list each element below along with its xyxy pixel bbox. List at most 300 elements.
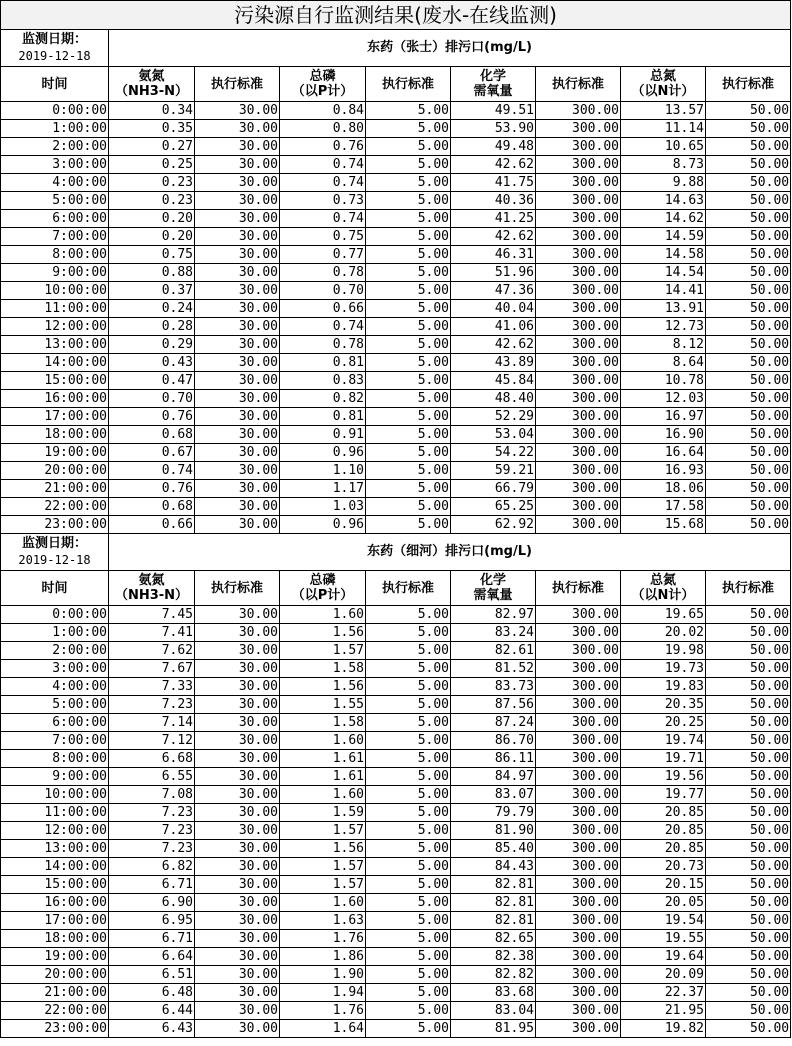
table-cell: 0.83 bbox=[280, 372, 366, 390]
table-cell: 5.00 bbox=[366, 426, 451, 444]
table-cell: 300.00 bbox=[536, 786, 621, 804]
column-header bbox=[280, 67, 366, 102]
table-cell: 0.84 bbox=[280, 102, 366, 120]
table-cell: 30.00 bbox=[195, 876, 280, 894]
table-cell: 0.24 bbox=[109, 300, 195, 318]
column-header-line1: 执行标准 bbox=[210, 76, 263, 92]
table-cell: 16:00:00 bbox=[1, 894, 109, 912]
table-cell: 30.00 bbox=[195, 732, 280, 750]
table-cell: 81.90 bbox=[451, 822, 536, 840]
table-cell: 30.00 bbox=[195, 822, 280, 840]
table-cell: 0.81 bbox=[280, 408, 366, 426]
date-value: 2019-12-18 bbox=[18, 553, 91, 567]
table-cell: 50.00 bbox=[706, 984, 791, 1002]
table-cell: 82.81 bbox=[451, 876, 536, 894]
table-cell: 45.84 bbox=[451, 372, 536, 390]
table-cell: 50.00 bbox=[706, 696, 791, 714]
section-header-row bbox=[1, 30, 791, 67]
table-cell: 81.95 bbox=[451, 1020, 536, 1038]
table-cell: 5.00 bbox=[366, 1020, 451, 1038]
table-cell: 5.00 bbox=[366, 858, 451, 876]
table-cell: 5.00 bbox=[366, 336, 451, 354]
table-cell: 50.00 bbox=[706, 606, 791, 624]
column-header-line1: 执行标准 bbox=[722, 580, 775, 596]
table-cell: 50.00 bbox=[706, 714, 791, 732]
column-header-line1: 化学 bbox=[479, 573, 506, 588]
outlet-name: 东药（细河）排污口(mg/L) bbox=[109, 534, 791, 571]
table-cell: 300.00 bbox=[536, 246, 621, 264]
table-cell: 10:00:00 bbox=[1, 786, 109, 804]
column-header-line2: （以N计） bbox=[631, 84, 695, 99]
table-cell: 7.14 bbox=[109, 714, 195, 732]
table-row bbox=[1, 210, 791, 228]
table-cell: 54.22 bbox=[451, 444, 536, 462]
table-cell: 42.62 bbox=[451, 156, 536, 174]
table-cell: 0.35 bbox=[109, 120, 195, 138]
table-cell: 300.00 bbox=[536, 462, 621, 480]
table-cell: 1:00:00 bbox=[1, 120, 109, 138]
table-cell: 0.76 bbox=[280, 138, 366, 156]
table-cell: 1.76 bbox=[280, 1002, 366, 1020]
table-cell: 1:00:00 bbox=[1, 624, 109, 642]
table-cell: 30.00 bbox=[195, 426, 280, 444]
table-cell: 1.60 bbox=[280, 732, 366, 750]
table-cell: 20.85 bbox=[621, 804, 706, 822]
table-cell: 50.00 bbox=[706, 228, 791, 246]
table-cell: 0.77 bbox=[280, 246, 366, 264]
table-cell: 50.00 bbox=[706, 930, 791, 948]
table-cell: 300.00 bbox=[536, 930, 621, 948]
table-cell: 50.00 bbox=[706, 462, 791, 480]
table-cell: 5:00:00 bbox=[1, 192, 109, 210]
table-cell: 300.00 bbox=[536, 336, 621, 354]
table-cell: 5.00 bbox=[366, 210, 451, 228]
table-cell: 13.57 bbox=[621, 102, 706, 120]
table-cell: 1.76 bbox=[280, 930, 366, 948]
table-cell: 5.00 bbox=[366, 516, 451, 534]
table-cell: 300.00 bbox=[536, 876, 621, 894]
table-cell: 8.73 bbox=[621, 156, 706, 174]
table-cell: 82.81 bbox=[451, 894, 536, 912]
table-cell: 300.00 bbox=[536, 444, 621, 462]
table-cell: 0.74 bbox=[280, 174, 366, 192]
table-cell: 50.00 bbox=[706, 948, 791, 966]
table-cell: 5:00:00 bbox=[1, 696, 109, 714]
table-cell: 0.47 bbox=[109, 372, 195, 390]
table-cell: 50.00 bbox=[706, 372, 791, 390]
table-cell: 1.17 bbox=[280, 480, 366, 498]
table-cell: 300.00 bbox=[536, 1002, 621, 1020]
table-cell: 30.00 bbox=[195, 894, 280, 912]
table-cell: 19.77 bbox=[621, 786, 706, 804]
table-row bbox=[1, 120, 791, 138]
table-cell: 5.00 bbox=[366, 966, 451, 984]
table-cell: 30.00 bbox=[195, 912, 280, 930]
table-cell: 9:00:00 bbox=[1, 768, 109, 786]
table-cell: 30.00 bbox=[195, 1020, 280, 1038]
table-cell: 1.58 bbox=[280, 714, 366, 732]
column-header-line1: 执行标准 bbox=[722, 76, 775, 92]
table-cell: 8.12 bbox=[621, 336, 706, 354]
table-cell: 300.00 bbox=[536, 714, 621, 732]
table-cell: 17.58 bbox=[621, 498, 706, 516]
table-cell: 17:00:00 bbox=[1, 408, 109, 426]
table-cell: 300.00 bbox=[536, 318, 621, 336]
table-cell: 1.58 bbox=[280, 660, 366, 678]
table-cell: 50.00 bbox=[706, 804, 791, 822]
table-cell: 5.00 bbox=[366, 444, 451, 462]
table-cell: 300.00 bbox=[536, 372, 621, 390]
report-title: 污染源自行监测结果(废水-在线监测) bbox=[1, 1, 791, 30]
table-cell: 8.64 bbox=[621, 354, 706, 372]
table-cell: 5.00 bbox=[366, 102, 451, 120]
table-cell: 300.00 bbox=[536, 480, 621, 498]
column-header-line1: 总磷 bbox=[309, 573, 336, 588]
table-cell: 14.62 bbox=[621, 210, 706, 228]
table-cell: 5.00 bbox=[366, 120, 451, 138]
table-cell: 0.23 bbox=[109, 192, 195, 210]
table-cell: 1.90 bbox=[280, 966, 366, 984]
table-cell: 15:00:00 bbox=[1, 372, 109, 390]
column-header bbox=[706, 571, 791, 606]
table-cell: 20:00:00 bbox=[1, 966, 109, 984]
table-row bbox=[1, 678, 791, 696]
column-header-line2: （NH3-N） bbox=[114, 84, 189, 99]
table-cell: 40.04 bbox=[451, 300, 536, 318]
table-cell: 20.02 bbox=[621, 624, 706, 642]
table-cell: 6.51 bbox=[109, 966, 195, 984]
table-cell: 300.00 bbox=[536, 138, 621, 156]
table-cell: 62.92 bbox=[451, 516, 536, 534]
table-cell: 5.00 bbox=[366, 192, 451, 210]
table-cell: 6:00:00 bbox=[1, 714, 109, 732]
table-row bbox=[1, 660, 791, 678]
table-cell: 30.00 bbox=[195, 696, 280, 714]
table-cell: 83.07 bbox=[451, 786, 536, 804]
table-cell: 12.03 bbox=[621, 390, 706, 408]
column-header bbox=[451, 571, 536, 606]
table-row bbox=[1, 930, 791, 948]
table-row bbox=[1, 606, 791, 624]
table-cell: 0.70 bbox=[109, 390, 195, 408]
table-cell: 11.14 bbox=[621, 120, 706, 138]
table-row bbox=[1, 768, 791, 786]
table-cell: 48.40 bbox=[451, 390, 536, 408]
table-cell: 30.00 bbox=[195, 714, 280, 732]
table-cell: 50.00 bbox=[706, 156, 791, 174]
table-cell: 50.00 bbox=[706, 498, 791, 516]
table-cell: 49.51 bbox=[451, 102, 536, 120]
column-header bbox=[366, 571, 451, 606]
column-header bbox=[195, 571, 280, 606]
column-header-line1: 时间 bbox=[41, 580, 68, 596]
table-cell: 30.00 bbox=[195, 444, 280, 462]
table-row bbox=[1, 408, 791, 426]
table-cell: 20.85 bbox=[621, 840, 706, 858]
table-cell: 5.00 bbox=[366, 948, 451, 966]
table-cell: 50.00 bbox=[706, 966, 791, 984]
table-cell: 300.00 bbox=[536, 624, 621, 642]
table-cell: 300.00 bbox=[536, 732, 621, 750]
table-cell: 1.60 bbox=[280, 606, 366, 624]
table-cell: 5.00 bbox=[366, 354, 451, 372]
table-cell: 8:00:00 bbox=[1, 750, 109, 768]
table-cell: 300.00 bbox=[536, 300, 621, 318]
table-cell: 5.00 bbox=[366, 318, 451, 336]
table-cell: 30.00 bbox=[195, 372, 280, 390]
table-cell: 30.00 bbox=[195, 264, 280, 282]
table-row bbox=[1, 822, 791, 840]
table-cell: 7:00:00 bbox=[1, 732, 109, 750]
table-cell: 10.78 bbox=[621, 372, 706, 390]
table-cell: 30.00 bbox=[195, 840, 280, 858]
table-cell: 6.71 bbox=[109, 930, 195, 948]
table-cell: 22.37 bbox=[621, 984, 706, 1002]
table-cell: 82.61 bbox=[451, 642, 536, 660]
table-cell: 12:00:00 bbox=[1, 318, 109, 336]
table-cell: 11:00:00 bbox=[1, 300, 109, 318]
column-header-line1: 氨氮 bbox=[138, 573, 165, 588]
table-cell: 83.04 bbox=[451, 1002, 536, 1020]
table-cell: 12:00:00 bbox=[1, 822, 109, 840]
table-cell: 0.23 bbox=[109, 174, 195, 192]
table-cell: 30.00 bbox=[195, 102, 280, 120]
table-cell: 5.00 bbox=[366, 624, 451, 642]
column-header-line1: 氨氮 bbox=[138, 69, 165, 84]
table-cell: 0.75 bbox=[280, 228, 366, 246]
table-cell: 1.64 bbox=[280, 1020, 366, 1038]
table-cell: 300.00 bbox=[536, 174, 621, 192]
table-row bbox=[1, 732, 791, 750]
outlet-name: 东药（张士）排污口(mg/L) bbox=[109, 30, 791, 67]
table-cell: 2:00:00 bbox=[1, 642, 109, 660]
table-cell: 300.00 bbox=[536, 228, 621, 246]
table-cell: 30.00 bbox=[195, 678, 280, 696]
table-cell: 7.33 bbox=[109, 678, 195, 696]
table-cell: 0.29 bbox=[109, 336, 195, 354]
column-header bbox=[706, 67, 791, 102]
table-cell: 5.00 bbox=[366, 228, 451, 246]
table-cell: 300.00 bbox=[536, 516, 621, 534]
column-header-line1: 总磷 bbox=[309, 69, 336, 84]
table-cell: 14.58 bbox=[621, 246, 706, 264]
table-cell: 10:00:00 bbox=[1, 282, 109, 300]
table-cell: 50.00 bbox=[706, 120, 791, 138]
table-cell: 5.00 bbox=[366, 300, 451, 318]
table-cell: 46.31 bbox=[451, 246, 536, 264]
table-cell: 0.28 bbox=[109, 318, 195, 336]
table-cell: 1.57 bbox=[280, 876, 366, 894]
table-cell: 50.00 bbox=[706, 318, 791, 336]
table-row bbox=[1, 786, 791, 804]
table-cell: 86.11 bbox=[451, 750, 536, 768]
date-label: 监测日期： bbox=[21, 32, 87, 47]
table-cell: 300.00 bbox=[536, 858, 621, 876]
table-cell: 30.00 bbox=[195, 660, 280, 678]
column-header-line1: 总氮 bbox=[649, 69, 676, 84]
table-cell: 50.00 bbox=[706, 336, 791, 354]
table-cell: 1.57 bbox=[280, 822, 366, 840]
table-cell: 50.00 bbox=[706, 210, 791, 228]
table-cell: 50.00 bbox=[706, 1002, 791, 1020]
table-cell: 22:00:00 bbox=[1, 1002, 109, 1020]
table-cell: 5.00 bbox=[366, 894, 451, 912]
table-cell: 0.78 bbox=[280, 336, 366, 354]
table-cell: 81.52 bbox=[451, 660, 536, 678]
title-row bbox=[1, 1, 791, 30]
table-cell: 1.57 bbox=[280, 642, 366, 660]
table-cell: 300.00 bbox=[536, 102, 621, 120]
table-cell: 0.76 bbox=[109, 408, 195, 426]
table-cell: 300.00 bbox=[536, 696, 621, 714]
table-cell: 0.96 bbox=[280, 516, 366, 534]
table-cell: 7.67 bbox=[109, 660, 195, 678]
table-cell: 0.70 bbox=[280, 282, 366, 300]
table-cell: 30.00 bbox=[195, 966, 280, 984]
table-cell: 30.00 bbox=[195, 408, 280, 426]
table-cell: 50.00 bbox=[706, 354, 791, 372]
table-cell: 18:00:00 bbox=[1, 930, 109, 948]
table-cell: 5.00 bbox=[366, 714, 451, 732]
table-cell: 1.55 bbox=[280, 696, 366, 714]
table-cell: 0.20 bbox=[109, 210, 195, 228]
table-cell: 300.00 bbox=[536, 282, 621, 300]
table-cell: 19.83 bbox=[621, 678, 706, 696]
table-cell: 22:00:00 bbox=[1, 498, 109, 516]
table-cell: 5.00 bbox=[366, 138, 451, 156]
table-cell: 4:00:00 bbox=[1, 678, 109, 696]
table-cell: 50.00 bbox=[706, 408, 791, 426]
table-body bbox=[1, 1, 791, 1038]
table-cell: 50.00 bbox=[706, 138, 791, 156]
date-value: 2019-12-18 bbox=[18, 49, 91, 63]
table-row bbox=[1, 264, 791, 282]
table-cell: 4:00:00 bbox=[1, 174, 109, 192]
table-cell: 1.10 bbox=[280, 462, 366, 480]
table-cell: 30.00 bbox=[195, 516, 280, 534]
table-row bbox=[1, 102, 791, 120]
table-cell: 3:00:00 bbox=[1, 660, 109, 678]
table-cell: 5.00 bbox=[366, 282, 451, 300]
table-cell: 84.97 bbox=[451, 768, 536, 786]
table-cell: 6.55 bbox=[109, 768, 195, 786]
column-header-line1: 执行标准 bbox=[381, 76, 434, 92]
table-cell: 7.23 bbox=[109, 804, 195, 822]
table-cell: 0.88 bbox=[109, 264, 195, 282]
table-cell: 42.62 bbox=[451, 336, 536, 354]
table-cell: 14.54 bbox=[621, 264, 706, 282]
table-row bbox=[1, 642, 791, 660]
table-cell: 1.60 bbox=[280, 894, 366, 912]
table-row bbox=[1, 390, 791, 408]
table-cell: 0.96 bbox=[280, 444, 366, 462]
table-cell: 20.05 bbox=[621, 894, 706, 912]
table-cell: 300.00 bbox=[536, 120, 621, 138]
table-cell: 0.20 bbox=[109, 228, 195, 246]
table-cell: 50.00 bbox=[706, 300, 791, 318]
table-cell: 300.00 bbox=[536, 912, 621, 930]
table-cell: 53.90 bbox=[451, 120, 536, 138]
table-cell: 20.85 bbox=[621, 822, 706, 840]
table-cell: 7.45 bbox=[109, 606, 195, 624]
table-cell: 30.00 bbox=[195, 642, 280, 660]
table-row bbox=[1, 750, 791, 768]
table-cell: 83.68 bbox=[451, 984, 536, 1002]
table-cell: 82.97 bbox=[451, 606, 536, 624]
table-cell: 19.74 bbox=[621, 732, 706, 750]
table-cell: 5.00 bbox=[366, 606, 451, 624]
table-cell: 15.68 bbox=[621, 516, 706, 534]
table-cell: 300.00 bbox=[536, 660, 621, 678]
table-cell: 30.00 bbox=[195, 228, 280, 246]
table-cell: 5.00 bbox=[366, 246, 451, 264]
table-cell: 0.81 bbox=[280, 354, 366, 372]
table-cell: 21:00:00 bbox=[1, 480, 109, 498]
table-cell: 16.97 bbox=[621, 408, 706, 426]
table-cell: 5.00 bbox=[366, 732, 451, 750]
table-cell: 20.35 bbox=[621, 696, 706, 714]
table-cell: 30.00 bbox=[195, 336, 280, 354]
table-cell: 41.25 bbox=[451, 210, 536, 228]
table-cell: 300.00 bbox=[536, 678, 621, 696]
table-cell: 0.80 bbox=[280, 120, 366, 138]
table-cell: 1.61 bbox=[280, 768, 366, 786]
table-cell: 50.00 bbox=[706, 786, 791, 804]
table-cell: 50.00 bbox=[706, 624, 791, 642]
table-cell: 30.00 bbox=[195, 858, 280, 876]
table-cell: 50.00 bbox=[706, 822, 791, 840]
table-cell: 5.00 bbox=[366, 462, 451, 480]
table-cell: 20.09 bbox=[621, 966, 706, 984]
table-cell: 21:00:00 bbox=[1, 984, 109, 1002]
table-cell: 5.00 bbox=[366, 174, 451, 192]
column-header bbox=[109, 571, 195, 606]
table-cell: 0:00:00 bbox=[1, 102, 109, 120]
table-cell: 300.00 bbox=[536, 804, 621, 822]
table-cell: 7.12 bbox=[109, 732, 195, 750]
table-cell: 19:00:00 bbox=[1, 444, 109, 462]
table-cell: 6.90 bbox=[109, 894, 195, 912]
table-cell: 5.00 bbox=[366, 408, 451, 426]
table-row bbox=[1, 894, 791, 912]
table-cell: 83.24 bbox=[451, 624, 536, 642]
table-cell: 7.23 bbox=[109, 822, 195, 840]
table-cell: 0.74 bbox=[280, 318, 366, 336]
table-cell: 50.00 bbox=[706, 894, 791, 912]
table-cell: 82.65 bbox=[451, 930, 536, 948]
table-cell: 300.00 bbox=[536, 498, 621, 516]
table-cell: 30.00 bbox=[195, 210, 280, 228]
table-cell: 1.60 bbox=[280, 786, 366, 804]
table-cell: 300.00 bbox=[536, 984, 621, 1002]
table-cell: 300.00 bbox=[536, 426, 621, 444]
table-cell: 10.65 bbox=[621, 138, 706, 156]
table-cell: 300.00 bbox=[536, 606, 621, 624]
table-row bbox=[1, 192, 791, 210]
table-cell: 300.00 bbox=[536, 210, 621, 228]
table-cell: 49.48 bbox=[451, 138, 536, 156]
table-cell: 30.00 bbox=[195, 246, 280, 264]
table-cell: 0.76 bbox=[109, 480, 195, 498]
table-cell: 30.00 bbox=[195, 498, 280, 516]
table-cell: 300.00 bbox=[536, 408, 621, 426]
table-cell: 0.43 bbox=[109, 354, 195, 372]
column-header bbox=[366, 67, 451, 102]
table-cell: 19.64 bbox=[621, 948, 706, 966]
table-cell: 66.79 bbox=[451, 480, 536, 498]
table-cell: 43.89 bbox=[451, 354, 536, 372]
table-row bbox=[1, 174, 791, 192]
